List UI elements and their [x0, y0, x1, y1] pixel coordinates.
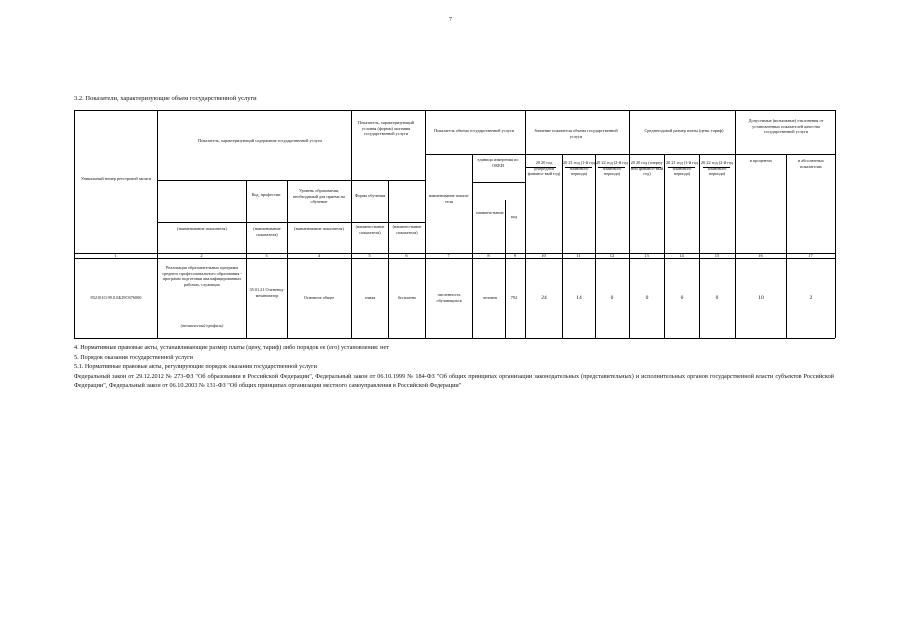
label-name-indicator-4: (наимено-вание показателя) [355, 224, 385, 235]
column-number: 17 [808, 253, 813, 258]
table-rule [246, 180, 247, 338]
table-rule [595, 154, 596, 338]
table-rule [505, 200, 506, 338]
header-year-1: 20 20 год (очередной финансо-вый год) [527, 160, 561, 177]
note-5-1: 5.1. Нормативные правовые акты, регулирующие порядок оказания государственной услуги [74, 363, 317, 371]
header-unit: единица измерения по ОКЕИ [477, 157, 519, 168]
column-number: 6 [405, 253, 408, 258]
column-number: 12 [609, 253, 615, 258]
column-number: 10 [541, 253, 546, 258]
table-rule [735, 110, 736, 338]
column-number: 16 [758, 253, 763, 258]
table-rule [351, 180, 425, 181]
header-year-5: 20 21 год (1-й год планового периода) [666, 160, 698, 177]
row-fee: бесплатно [397, 295, 417, 300]
column-number: 14 [679, 253, 684, 258]
row-dev-absolute: 2 [809, 295, 813, 301]
header-indicator-name: наименование показа-теля [428, 193, 470, 204]
header-prof-code: Код, профессии [251, 192, 281, 197]
column-number: 4 [317, 253, 321, 258]
note-law: Федеральный закон от 29.12.2012 № 273-ФЗ "Об образовании в Российской Федерации", Федеральный закон от 06.10.1999 № 184-ФЗ "Об общих принципах организации законодательных (представительных) и исполнительных органов государственной власти субъектов Российской Федерации", Федеральный закон от 06.10.2003 № 131-ФЗ "Об общих принципах организации местного самоуправления в Российской Федерации" [74, 372, 834, 390]
table-rule [425, 110, 426, 338]
section-title: 3.2. Показатели, характеризующие объем государственной услуги [74, 95, 257, 102]
row-fee-1: 0 [645, 295, 649, 301]
header-year-4: 20 20 год (очеред-ной финансо-вый год) [630, 160, 664, 177]
row-value-1: 24 [541, 295, 547, 301]
page-number: 7 [449, 17, 452, 23]
table-rule [74, 110, 835, 111]
column-number: 7 [447, 253, 450, 258]
row-code: 792 [510, 295, 518, 300]
row-registry: 852101О.99.0.ББ29ОЗ76000 [90, 295, 142, 300]
row-value-3: 0 [610, 295, 614, 301]
row-prof-code: 35.01.21 Оленевод-механизатор [249, 287, 285, 298]
table-rule [629, 110, 630, 338]
table-rule [786, 154, 787, 338]
table-rule [157, 110, 158, 338]
header-edu-level: Уровень образования, необходимый для приема на обучение [293, 188, 345, 205]
header-deviation: Допустимые (возможные) отклонения от установленных показателей качества государственной услуги [748, 118, 824, 135]
label-name-indicator-3: (наименование показателя) [294, 226, 344, 231]
header-conditions: Показатель, характеризующий условия (формы) оказания государственной услуги [358, 120, 414, 137]
row-fee-3: 0 [715, 295, 719, 301]
note-5: 5. Порядок оказания государственной услуги [74, 353, 193, 361]
table-rule [157, 222, 425, 223]
column-number: 2 [200, 253, 203, 258]
table-rule [664, 154, 665, 338]
label-name-indicator-1: (наименование показателя) [177, 226, 227, 231]
column-number: 15 [714, 253, 720, 258]
column-number: 3 [265, 253, 268, 258]
header-content: Показатель, характеризующий содержание государственной услуги [198, 138, 322, 143]
header-year-6: 20 22 год (2-й год планового периода) [701, 160, 733, 177]
header-dev-absolute: в абсолютных показателях [798, 158, 824, 169]
row-edu-level: Основное общее [303, 295, 335, 300]
table-rule [157, 180, 351, 181]
table-rule [472, 182, 525, 183]
table-rule [735, 154, 835, 155]
row-content-note: (технический профиль) [180, 323, 224, 328]
row-dev-percent: 10 [758, 295, 764, 301]
column-number: 8 [487, 253, 490, 258]
column-number: 11 [576, 253, 581, 258]
header-registry: Уникальный номер реестровой записи [80, 176, 152, 181]
label-name-indicator-5: (наимено-вание показателя) [392, 224, 422, 235]
note-4: 4. Нормативные правовые акты, устанавливающие размер платы (цену, тариф) либо порядок ее (его) установления: нет [74, 344, 389, 351]
table-rule [74, 338, 835, 339]
header-unit-name: наимено-вание [476, 210, 504, 215]
column-number: 1 [114, 253, 117, 258]
header-year-3: 20 22 год (2-й год планового периода) [596, 160, 628, 177]
notes-section [74, 343, 834, 391]
row-unit-name: человек [482, 295, 498, 300]
table-rule [699, 154, 700, 338]
label-name-indicator-2: (наименование показателя) [253, 226, 281, 237]
table-rule [835, 110, 836, 338]
row-fee-2: 0 [680, 295, 684, 301]
header-code: код [510, 214, 518, 219]
header-form: Форма обучения [354, 193, 386, 198]
header-avg-fee: Среднегодовой размер платы (цена, тариф) [644, 128, 724, 133]
table-rule [525, 110, 526, 338]
table-rule [388, 180, 389, 338]
header-dev-percent: в процентах [749, 158, 773, 163]
column-number: 13 [644, 253, 649, 258]
row-form: очная [364, 295, 376, 300]
header-values: Значение показателя объема государственной услуги [534, 128, 618, 139]
row-content: Реализация образовательных программ среднего профессионального образования - программ подготовки квалифицированных рабочих, служащих [162, 265, 242, 287]
column-number: 5 [368, 253, 371, 258]
header-volume: Показатель объема государственной услуги [434, 128, 514, 133]
row-indicator: численность обучающихся [436, 292, 462, 303]
column-number: 9 [513, 253, 517, 258]
table-rule [562, 154, 563, 338]
row-value-2: 14 [576, 295, 582, 301]
header-year-2: 20 21 год (1-й год планового периода) [563, 160, 595, 177]
table-rule [74, 110, 75, 338]
